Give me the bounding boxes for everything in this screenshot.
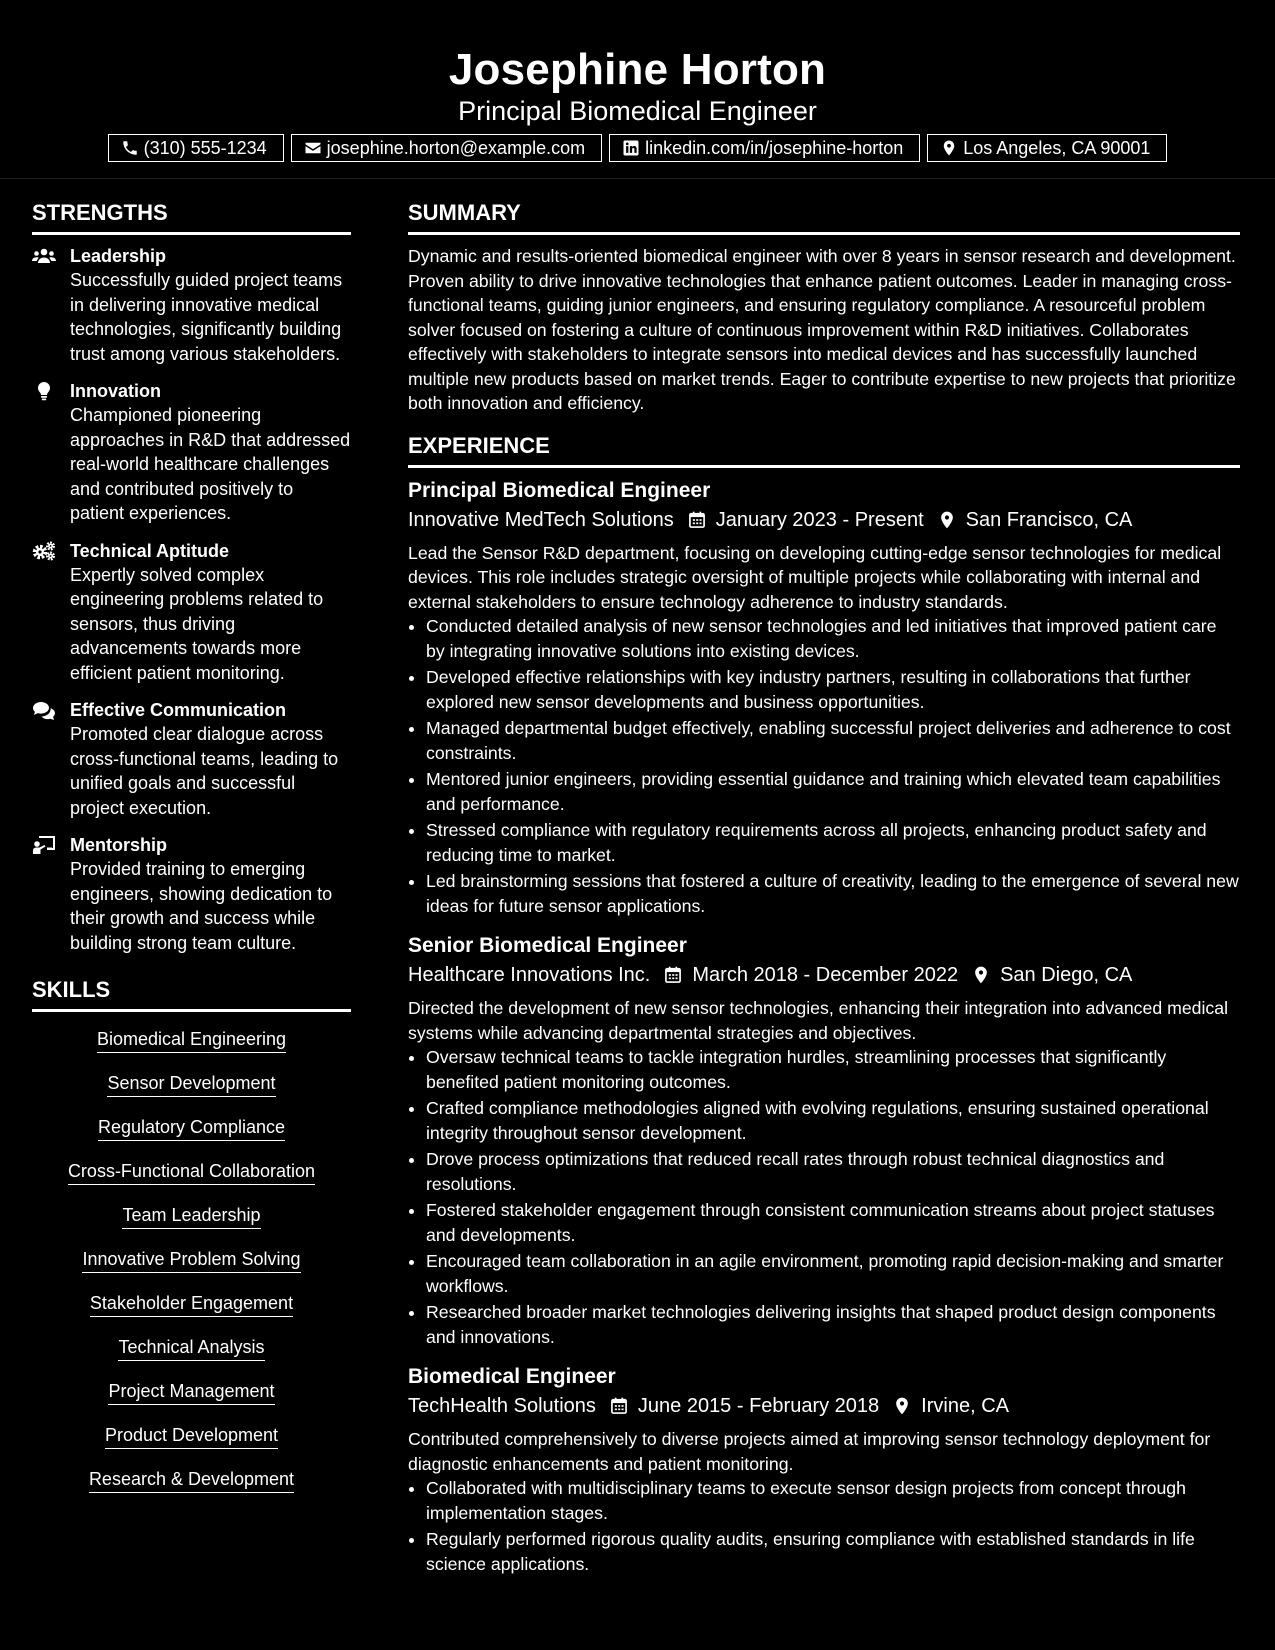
skill-item: Product Development — [105, 1424, 278, 1449]
job-entry — [408, 932, 1240, 1349]
candidate-role: Principal Biomedical Engineer — [458, 96, 817, 126]
strength-item — [32, 833, 351, 955]
strength-title: Leadership — [70, 246, 167, 266]
strength-title: Innovation — [70, 381, 161, 401]
job-bullet: • Stressed compliance with regulatory requirements across all projects, enhancing product safety and reducing time to market. — [426, 818, 1240, 867]
map-marker-icon — [937, 510, 957, 530]
summary-heading: SUMMARY — [408, 200, 1240, 235]
strength-description: Promoted clear dialogue across cross-functional teams, leading to unified goals and successful project execution. — [70, 724, 339, 818]
gears-icon — [32, 541, 56, 561]
contact-bar — [0, 134, 1275, 162]
job-description: Directed the development of new sensor technologies, enhancing their integration into advanced medical systems while advancing departmental strategies and objectives. — [408, 998, 1229, 1043]
job-meta — [408, 1391, 1240, 1421]
left-column — [32, 200, 351, 1512]
job-title: Senior Biomedical Engineer — [408, 934, 687, 957]
skill-list — [32, 1021, 351, 1512]
job-bullet: • Fostered stakeholder engagement through consistent communication streams about project statuses and developments. — [426, 1198, 1240, 1247]
candidate-name: Josephine Horton — [448, 45, 827, 94]
skill-item: Team Leadership — [122, 1204, 260, 1229]
linkedin-icon — [622, 139, 640, 157]
skill-item: Innovative Problem Solving — [82, 1248, 300, 1273]
job-description: Lead the Sensor R&D department, focusing on developing cutting-edge sensor technologies for medical devices. This role includes strategic oversight of multiple projects while collaborating with internal and external stakeholders to ensure technology adherence to industry standards. — [408, 542, 1222, 612]
job-entry — [408, 477, 1240, 919]
job-company: Innovative MedTech Solutions — [408, 508, 674, 531]
contact-linkedin[interactable] — [609, 134, 920, 162]
job-company: Healthcare Innovations Inc. — [408, 964, 651, 986]
calendar-icon — [609, 1396, 629, 1416]
job-location: San Francisco, CA — [965, 508, 1133, 531]
job-bullet: • Collaborated with multidisciplinary teams to execute sensor design projects from concept through implementation stages. — [426, 1476, 1240, 1525]
job-location: Irvine, CA — [921, 1395, 1009, 1417]
job-bullet: • Mentored junior engineers, providing essential guidance and training which elevated team capabilities and performance. — [426, 767, 1240, 816]
job-bullet: • Conducted detailed analysis of new sensor technologies and led initiatives that improved patient care by integrating innovative solutions into existing devices. — [426, 614, 1240, 663]
comments-icon — [32, 700, 56, 720]
skill-item: Regulatory Compliance — [98, 1116, 285, 1141]
contact-phone-text: (310) 555-1234 — [143, 137, 267, 158]
strengths-heading: STRENGTHS — [32, 200, 351, 235]
users-icon — [32, 246, 56, 266]
strength-item — [32, 244, 351, 366]
job-bullet: • Crafted compliance methodologies aligned with evolving regulations, ensuring sustained operational integrity throughout sensor development. — [426, 1096, 1240, 1145]
contact-linkedin-text: linkedin.com/in/josephine-horton — [645, 137, 904, 158]
envelope-icon — [304, 139, 322, 157]
map-marker-icon — [971, 965, 991, 985]
job-title: Biomedical Engineer — [408, 1365, 616, 1388]
resume-header — [0, 0, 1275, 179]
strength-title: Mentorship — [70, 835, 167, 855]
skill-item: Project Management — [108, 1380, 274, 1405]
strength-item — [32, 539, 351, 686]
job-bullet: • Drove process optimizations that reduced recall rates through robust technical diagnostics and resolutions. — [426, 1147, 1240, 1196]
skill-item: Biomedical Engineering — [97, 1028, 286, 1053]
strength-description: Successfully guided project teams in delivering innovative medical technologies, significantly building trust among various stakeholders. — [70, 270, 343, 364]
phone-icon — [121, 139, 139, 157]
experience-heading: EXPERIENCE — [408, 433, 1240, 468]
contact-location-text: Los Angeles, CA 90001 — [963, 137, 1151, 158]
skill-item: Research & Development — [89, 1468, 294, 1493]
job-bullet: • Developed effective relationships with key industry partners, resulting in collaborations that further explored new sensor developments and business opportunities. — [426, 665, 1240, 714]
job-description: Contributed comprehensively to diverse projects aimed at improving sensor technology deployment for diagnostic enhancements and patient monitoring. — [408, 1429, 1211, 1474]
job-dates: June 2015 - February 2018 — [637, 1395, 880, 1417]
job-bullets — [408, 1476, 1240, 1576]
job-meta — [408, 505, 1240, 535]
strength-title: Effective Communication — [70, 700, 287, 720]
job-company: TechHealth Solutions — [408, 1395, 596, 1417]
strength-item — [32, 698, 351, 820]
calendar-icon — [687, 510, 707, 530]
contact-email[interactable] — [291, 134, 602, 162]
contact-location[interactable] — [927, 134, 1167, 162]
skill-item: Sensor Development — [107, 1072, 275, 1097]
skill-item: Technical Analysis — [118, 1336, 264, 1361]
job-bullet: • Regularly performed rigorous quality audits, ensuring compliance with established standards in life science applications. — [426, 1527, 1240, 1576]
job-meta — [408, 960, 1240, 990]
job-dates: March 2018 - December 2022 — [692, 964, 959, 986]
job-bullet: • Led brainstorming sessions that fostered a culture of creativity, leading to the emergence of several new ideas for future sensor applications. — [426, 869, 1240, 918]
map-marker-icon — [892, 1396, 912, 1416]
skill-item: Stakeholder Engagement — [90, 1292, 293, 1317]
calendar-icon — [663, 965, 683, 985]
job-bullet: • Researched broader market technologies delivering insights that shaped product design components and innovations. — [426, 1300, 1240, 1349]
strength-item — [32, 379, 351, 526]
strength-description: Provided training to emerging engineers, showing dedication to their growth and success while building strong team culture. — [70, 859, 333, 953]
right-column — [408, 200, 1240, 1590]
strength-title: Technical Aptitude — [70, 540, 230, 561]
map-marker-icon — [940, 139, 958, 157]
summary-text: Dynamic and results-oriented biomedical engineer with over 8 years in sensor research and development. Proven ability to drive innovative technologies that enhance patient outcomes. Leader in managing cross-functional teams, guiding junior engineers, and ensuring regulatory compliance. A resourceful problem solver focused on fostering a culture of continuous improvement within R&D initiatives. Collaborates effectively with stakeholders to integrate sensors into medical devices and has successfully launched multiple new products based on market trends. Eager to contribute expertise to new projects that prioritize both innovation and efficiency. — [408, 246, 1236, 413]
chalkboard-teacher-icon — [32, 835, 56, 855]
job-bullet: • Oversaw technical teams to tackle integration hurdles, streamlining processes that significantly benefited patient monitoring outcomes. — [426, 1045, 1240, 1094]
job-bullets — [408, 614, 1240, 918]
strength-description: Championed pioneering approaches in R&D that addressed real-world healthcare challenges and contributed positively to patient experiences. — [70, 405, 351, 523]
skill-item: Cross-Functional Collaboration — [68, 1160, 315, 1185]
job-bullets — [408, 1045, 1240, 1349]
job-dates: January 2023 - Present — [715, 508, 924, 531]
job-bullet: • Managed departmental budget effectively, enabling successful project deliveries and adherence to cost constraints. — [426, 716, 1240, 765]
strength-description: Expertly solved complex engineering problems related to sensors, thus driving advancements towards more efficient patient monitoring. — [70, 564, 324, 683]
lightbulb-icon — [32, 381, 56, 401]
job-bullet: • Encouraged team collaboration in an agile environment, promoting rapid decision-making and smarter workflows. — [426, 1249, 1240, 1298]
job-location: San Diego, CA — [1000, 964, 1133, 986]
job-entry — [408, 1363, 1240, 1576]
job-title: Principal Biomedical Engineer — [408, 478, 711, 502]
skills-heading: SKILLS — [32, 977, 351, 1012]
contact-phone[interactable] — [108, 134, 284, 162]
contact-email-text: josephine.horton@example.com — [326, 137, 586, 158]
